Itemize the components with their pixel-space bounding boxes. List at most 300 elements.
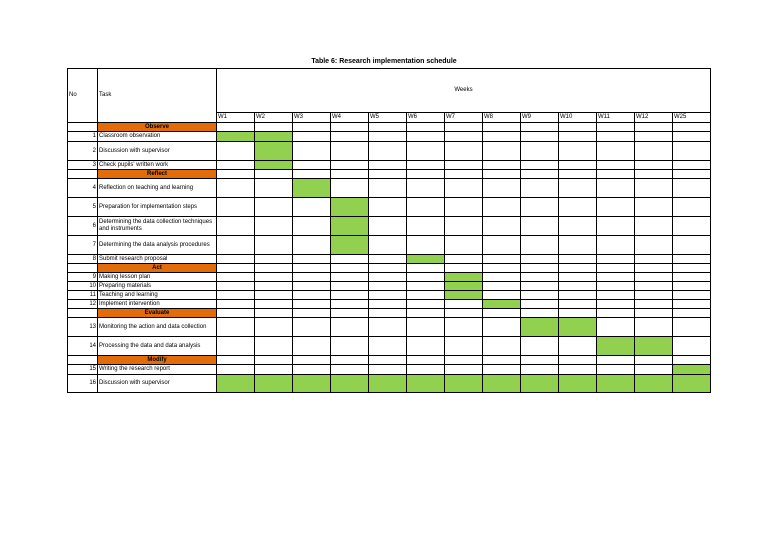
scheduled-week-cell (673, 365, 711, 375)
week-cell (255, 365, 293, 375)
task-name: Determining the data analysis procedures (98, 236, 217, 255)
week-cell (597, 217, 635, 236)
phase-label: Evaluate (98, 309, 217, 318)
task-name: Reflection on teaching and learning (98, 179, 217, 198)
week-cell (217, 273, 255, 282)
task-number: 8 (68, 255, 98, 264)
week-cell (217, 217, 255, 236)
week-cell (597, 236, 635, 255)
week-cell (559, 123, 597, 132)
week-cell (597, 356, 635, 365)
week-cell (521, 236, 559, 255)
task-number: 15 (68, 365, 98, 375)
week-cell (255, 255, 293, 264)
week-cell (217, 282, 255, 291)
week-cell (483, 255, 521, 264)
week-cell (293, 291, 331, 300)
week-cell (673, 236, 711, 255)
task-number: 5 (68, 198, 98, 217)
week-cell (369, 291, 407, 300)
week-cell (293, 142, 331, 161)
week-header-w10: W10 (559, 113, 597, 123)
week-cell (217, 255, 255, 264)
weeks-header: Weeks (217, 69, 711, 113)
week-cell (217, 300, 255, 309)
week-header-w4: W4 (331, 113, 369, 123)
week-cell (559, 356, 597, 365)
week-cell (445, 356, 483, 365)
scheduled-week-cell (521, 318, 559, 337)
week-cell (293, 217, 331, 236)
week-cell (597, 365, 635, 375)
week-cell (559, 337, 597, 356)
week-cell (217, 170, 255, 179)
week-cell (369, 318, 407, 337)
week-cell (293, 318, 331, 337)
week-cell (521, 161, 559, 170)
scheduled-week-cell (331, 217, 369, 236)
task-row (68, 217, 711, 236)
week-cell (673, 282, 711, 291)
task-number: 3 (68, 161, 98, 170)
week-cell (255, 273, 293, 282)
week-cell (483, 365, 521, 375)
week-cell (255, 123, 293, 132)
week-cell (635, 179, 673, 198)
week-cell (483, 273, 521, 282)
scheduled-week-cell (217, 375, 255, 393)
task-name: Check pupils' written work (98, 161, 217, 170)
week-cell (521, 217, 559, 236)
week-cell (445, 255, 483, 264)
week-cell (331, 365, 369, 375)
week-cell (331, 132, 369, 142)
week-cell (521, 356, 559, 365)
week-cell (217, 123, 255, 132)
week-cell (673, 337, 711, 356)
week-cell (597, 264, 635, 273)
week-cell (597, 170, 635, 179)
scheduled-week-cell (407, 375, 445, 393)
week-cell (635, 356, 673, 365)
week-cell (521, 123, 559, 132)
week-cell (407, 273, 445, 282)
week-cell (369, 217, 407, 236)
scheduled-week-cell (217, 132, 255, 142)
scheduled-week-cell (597, 337, 635, 356)
week-cell (407, 170, 445, 179)
week-cell (369, 356, 407, 365)
week-cell (521, 198, 559, 217)
week-cell (597, 198, 635, 217)
scheduled-week-cell (521, 375, 559, 393)
week-cell (255, 179, 293, 198)
week-cell (559, 309, 597, 318)
week-cell (559, 236, 597, 255)
week-cell (369, 170, 407, 179)
week-cell (597, 282, 635, 291)
week-cell (217, 365, 255, 375)
week-cell (217, 198, 255, 217)
week-cell (407, 337, 445, 356)
week-cell (369, 123, 407, 132)
week-cell (673, 217, 711, 236)
task-number: 11 (68, 291, 98, 300)
week-cell (559, 142, 597, 161)
week-cell (597, 179, 635, 198)
scheduled-week-cell (331, 236, 369, 255)
week-cell (255, 337, 293, 356)
week-cell (445, 161, 483, 170)
scheduled-week-cell (369, 375, 407, 393)
scheduled-week-cell (293, 179, 331, 198)
task-name: Writing the research report (98, 365, 217, 375)
task-number: 10 (68, 282, 98, 291)
week-cell (445, 142, 483, 161)
phase-label: Reflect (98, 170, 217, 179)
week-cell (217, 309, 255, 318)
task-row (68, 255, 711, 264)
week-cell (369, 273, 407, 282)
week-cell (369, 337, 407, 356)
week-cell (673, 300, 711, 309)
task-name: Discussion with supervisor (98, 142, 217, 161)
week-cell (635, 255, 673, 264)
week-cell (635, 282, 673, 291)
scheduled-week-cell (559, 375, 597, 393)
task-row (68, 365, 711, 375)
task-row (68, 273, 711, 282)
week-cell (369, 161, 407, 170)
task-row (68, 300, 711, 309)
week-cell (673, 161, 711, 170)
week-cell (635, 217, 673, 236)
task-name: Making lesson plan (98, 273, 217, 282)
week-header-w8: W8 (483, 113, 521, 123)
task-row (68, 236, 711, 255)
week-cell (445, 236, 483, 255)
week-cell (445, 365, 483, 375)
task-name: Discussion with supervisor (98, 375, 217, 393)
week-cell (635, 365, 673, 375)
week-cell (635, 132, 673, 142)
phase-row (68, 123, 711, 132)
week-cell (521, 255, 559, 264)
task-name: Processing the data and data analysis (98, 337, 217, 356)
week-cell (331, 142, 369, 161)
task-number: 9 (68, 273, 98, 282)
scheduled-week-cell (635, 337, 673, 356)
week-cell (597, 318, 635, 337)
week-cell (635, 170, 673, 179)
week-cell (407, 142, 445, 161)
week-cell (483, 217, 521, 236)
week-cell (407, 236, 445, 255)
week-cell (407, 365, 445, 375)
week-cell (407, 300, 445, 309)
week-cell (673, 356, 711, 365)
week-cell (369, 282, 407, 291)
week-cell (217, 356, 255, 365)
week-cell (293, 123, 331, 132)
week-cell (673, 264, 711, 273)
task-row (68, 337, 711, 356)
task-number: 1 (68, 132, 98, 142)
week-cell (673, 309, 711, 318)
week-cell (635, 291, 673, 300)
week-cell (559, 255, 597, 264)
week-cell (293, 161, 331, 170)
week-cell (407, 356, 445, 365)
week-cell (635, 161, 673, 170)
no-header: No (68, 69, 98, 123)
task-header: Task (98, 69, 217, 123)
week-cell (331, 356, 369, 365)
week-cell (597, 291, 635, 300)
phase-row (68, 264, 711, 273)
week-cell (255, 170, 293, 179)
week-cell (331, 123, 369, 132)
week-cell (597, 309, 635, 318)
week-cell (255, 291, 293, 300)
week-cell (293, 273, 331, 282)
week-header-w9: W9 (521, 113, 559, 123)
week-cell (407, 132, 445, 142)
scheduled-week-cell (673, 375, 711, 393)
week-cell (521, 309, 559, 318)
week-cell (407, 309, 445, 318)
week-cell (293, 300, 331, 309)
task-name: Preparation for implementation steps (98, 198, 217, 217)
phase-row (68, 170, 711, 179)
week-cell (559, 365, 597, 375)
task-name: Teaching and learning (98, 291, 217, 300)
phase-label: Observe (98, 123, 217, 132)
week-cell (255, 282, 293, 291)
week-cell (369, 365, 407, 375)
scheduled-week-cell (483, 375, 521, 393)
scheduled-week-cell (255, 161, 293, 170)
week-cell (217, 236, 255, 255)
week-cell (369, 255, 407, 264)
week-cell (293, 264, 331, 273)
task-row (68, 161, 711, 170)
week-cell (673, 123, 711, 132)
week-cell (597, 273, 635, 282)
phase-row (68, 309, 711, 318)
week-header-w6: W6 (407, 113, 445, 123)
week-cell (483, 356, 521, 365)
task-name: Submit research proposal (98, 255, 217, 264)
task-row (68, 179, 711, 198)
week-cell (483, 291, 521, 300)
phase-no-cell (68, 356, 98, 365)
week-cell (445, 123, 483, 132)
week-cell (673, 255, 711, 264)
schedule-body (68, 69, 711, 393)
week-cell (597, 142, 635, 161)
week-header-w5: W5 (369, 113, 407, 123)
week-cell (559, 170, 597, 179)
week-cell (445, 264, 483, 273)
week-cell (217, 291, 255, 300)
week-cell (673, 273, 711, 282)
phase-no-cell (68, 264, 98, 273)
week-cell (369, 309, 407, 318)
week-cell (331, 170, 369, 179)
task-number: 16 (68, 375, 98, 393)
week-cell (445, 132, 483, 142)
scheduled-week-cell (407, 255, 445, 264)
week-cell (597, 161, 635, 170)
week-cell (483, 264, 521, 273)
scheduled-week-cell (255, 142, 293, 161)
week-cell (407, 291, 445, 300)
task-row (68, 198, 711, 217)
week-cell (445, 300, 483, 309)
week-cell (255, 318, 293, 337)
phase-no-cell (68, 170, 98, 179)
week-cell (597, 300, 635, 309)
week-cell (255, 217, 293, 236)
week-cell (369, 132, 407, 142)
week-cell (255, 264, 293, 273)
week-header-w2: W2 (255, 113, 293, 123)
week-cell (217, 264, 255, 273)
week-cell (293, 337, 331, 356)
week-cell (483, 170, 521, 179)
task-number: 14 (68, 337, 98, 356)
week-header-w1: W1 (217, 113, 255, 123)
scheduled-week-cell (255, 132, 293, 142)
task-name: Implement intervention (98, 300, 217, 309)
week-cell (293, 309, 331, 318)
task-number: 13 (68, 318, 98, 337)
week-cell (407, 264, 445, 273)
week-cell (483, 282, 521, 291)
week-cell (445, 179, 483, 198)
week-cell (331, 264, 369, 273)
week-cell (217, 318, 255, 337)
week-cell (445, 318, 483, 337)
week-cell (559, 132, 597, 142)
task-row (68, 282, 711, 291)
week-cell (521, 170, 559, 179)
week-cell (331, 161, 369, 170)
week-cell (293, 132, 331, 142)
week-cell (483, 132, 521, 142)
week-cell (635, 300, 673, 309)
week-cell (635, 123, 673, 132)
week-cell (331, 273, 369, 282)
week-header-w25: W25 (673, 113, 711, 123)
week-cell (255, 356, 293, 365)
week-cell (521, 273, 559, 282)
scheduled-week-cell (597, 375, 635, 393)
week-cell (635, 264, 673, 273)
scheduled-week-cell (331, 198, 369, 217)
week-cell (483, 309, 521, 318)
week-cell (673, 198, 711, 217)
week-cell (445, 217, 483, 236)
week-cell (407, 282, 445, 291)
week-cell (559, 179, 597, 198)
week-cell (255, 300, 293, 309)
week-cell (483, 179, 521, 198)
week-header-w11: W11 (597, 113, 635, 123)
task-name: Preparing materials (98, 282, 217, 291)
week-header-w12: W12 (635, 113, 673, 123)
week-cell (559, 282, 597, 291)
week-cell (673, 318, 711, 337)
week-cell (217, 142, 255, 161)
task-number: 7 (68, 236, 98, 255)
week-cell (597, 132, 635, 142)
week-cell (293, 170, 331, 179)
task-number: 12 (68, 300, 98, 309)
week-cell (483, 123, 521, 132)
week-cell (521, 142, 559, 161)
scheduled-week-cell (445, 273, 483, 282)
week-cell (331, 255, 369, 264)
week-cell (559, 291, 597, 300)
week-cell (407, 198, 445, 217)
phase-label: Act (98, 264, 217, 273)
week-cell (635, 309, 673, 318)
week-cell (559, 273, 597, 282)
scheduled-week-cell (445, 282, 483, 291)
week-cell (293, 255, 331, 264)
week-cell (559, 161, 597, 170)
phase-no-cell (68, 309, 98, 318)
phase-no-cell (68, 123, 98, 132)
week-cell (635, 273, 673, 282)
week-cell (521, 179, 559, 198)
week-cell (559, 198, 597, 217)
scheduled-week-cell (331, 375, 369, 393)
week-cell (445, 198, 483, 217)
week-cell (673, 170, 711, 179)
week-cell (331, 300, 369, 309)
week-cell (635, 318, 673, 337)
week-cell (521, 365, 559, 375)
week-cell (521, 291, 559, 300)
week-cell (331, 282, 369, 291)
week-cell (521, 282, 559, 291)
week-cell (483, 161, 521, 170)
week-cell (407, 318, 445, 337)
week-cell (331, 318, 369, 337)
week-cell (369, 264, 407, 273)
week-cell (369, 300, 407, 309)
week-cell (217, 337, 255, 356)
week-cell (293, 365, 331, 375)
week-cell (407, 217, 445, 236)
task-name: Determining the data collection techniques and instruments (98, 217, 217, 236)
week-cell (331, 291, 369, 300)
week-cell (293, 356, 331, 365)
week-cell (407, 179, 445, 198)
week-cell (559, 300, 597, 309)
task-number: 4 (68, 179, 98, 198)
scheduled-week-cell (445, 291, 483, 300)
week-cell (369, 179, 407, 198)
week-cell (255, 198, 293, 217)
week-cell (521, 132, 559, 142)
task-number: 6 (68, 217, 98, 236)
task-row (68, 375, 711, 393)
week-cell (407, 161, 445, 170)
